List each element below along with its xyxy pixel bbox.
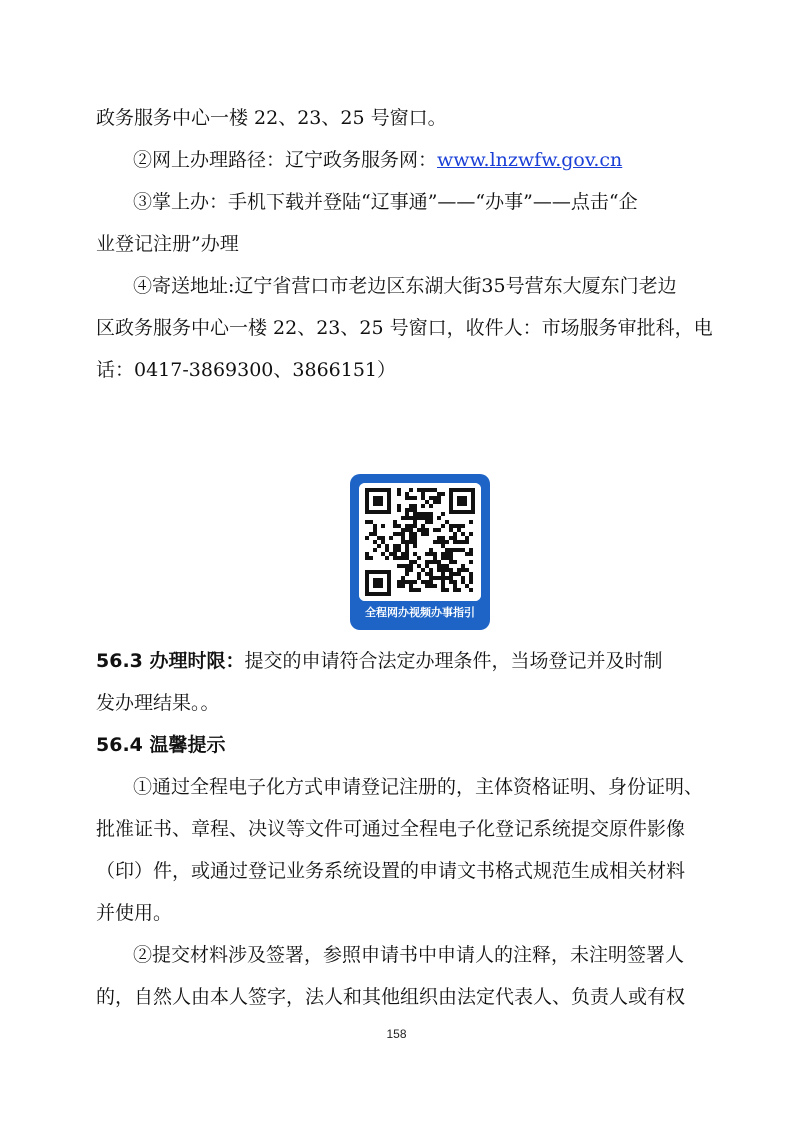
online-path-line	[133, 147, 716, 173]
text-line: 并使用。	[96, 902, 173, 924]
text-line: ③掌上办：手机下载并登陆“辽事通”——“办事”——点击“企	[133, 191, 638, 213]
qr-code-icon	[359, 483, 481, 601]
qr-code-graphic	[359, 483, 481, 601]
section-56-3-heading: 56.3 办理时限：	[96, 650, 245, 672]
text-line: ①通过全程电子化方式申请登记注册的，主体资格证明、身份证明、	[133, 776, 704, 798]
text-line: ④寄送地址:辽宁省营口市老边区东湖大街35号营东大厦东门老边	[133, 275, 677, 297]
text-line: 发办理结果。。	[96, 692, 220, 714]
text-line: ②提交材料涉及签署，参照申请书中申请人的注释，未注明签署人	[133, 944, 685, 966]
section-56-3-line	[96, 648, 716, 674]
online-path-label: ②网上办理路径：辽宁政务服务网：	[133, 149, 438, 171]
text-line: 区政务服务中心一楼 22、23、25 号窗口，收件人：市场服务审批科，电	[96, 317, 713, 339]
text-line: 业登记注册”办理	[96, 233, 239, 255]
text-line: 批准证书、章程、决议等文件可通过全程电子化登记系统提交原件影像	[96, 818, 686, 840]
qr-code-card[interactable]	[350, 474, 490, 630]
section-56-4-heading: 56.4 温馨提示	[96, 734, 226, 756]
text-line: （印）件，或通过登记业务系统设置的申请文书格式规范生成相关材料	[96, 860, 686, 882]
page-number: 158	[386, 1027, 407, 1041]
section-56-3-text: 提交的申请符合法定办理条件，当场登记并及时制	[244, 650, 663, 672]
government-service-link[interactable]: www.lnzwfw.gov.cn	[437, 149, 623, 171]
text-line: 的，自然人由本人签字，法人和其他组织由法定代表人、负责人或有权	[96, 986, 686, 1008]
text-line: 政务服务中心一楼 22、23、25 号窗口。	[96, 107, 447, 129]
text-line: 话：0417-3869300、3866151）	[96, 359, 397, 381]
qr-caption: 全程网办视频办事指引	[365, 606, 475, 619]
